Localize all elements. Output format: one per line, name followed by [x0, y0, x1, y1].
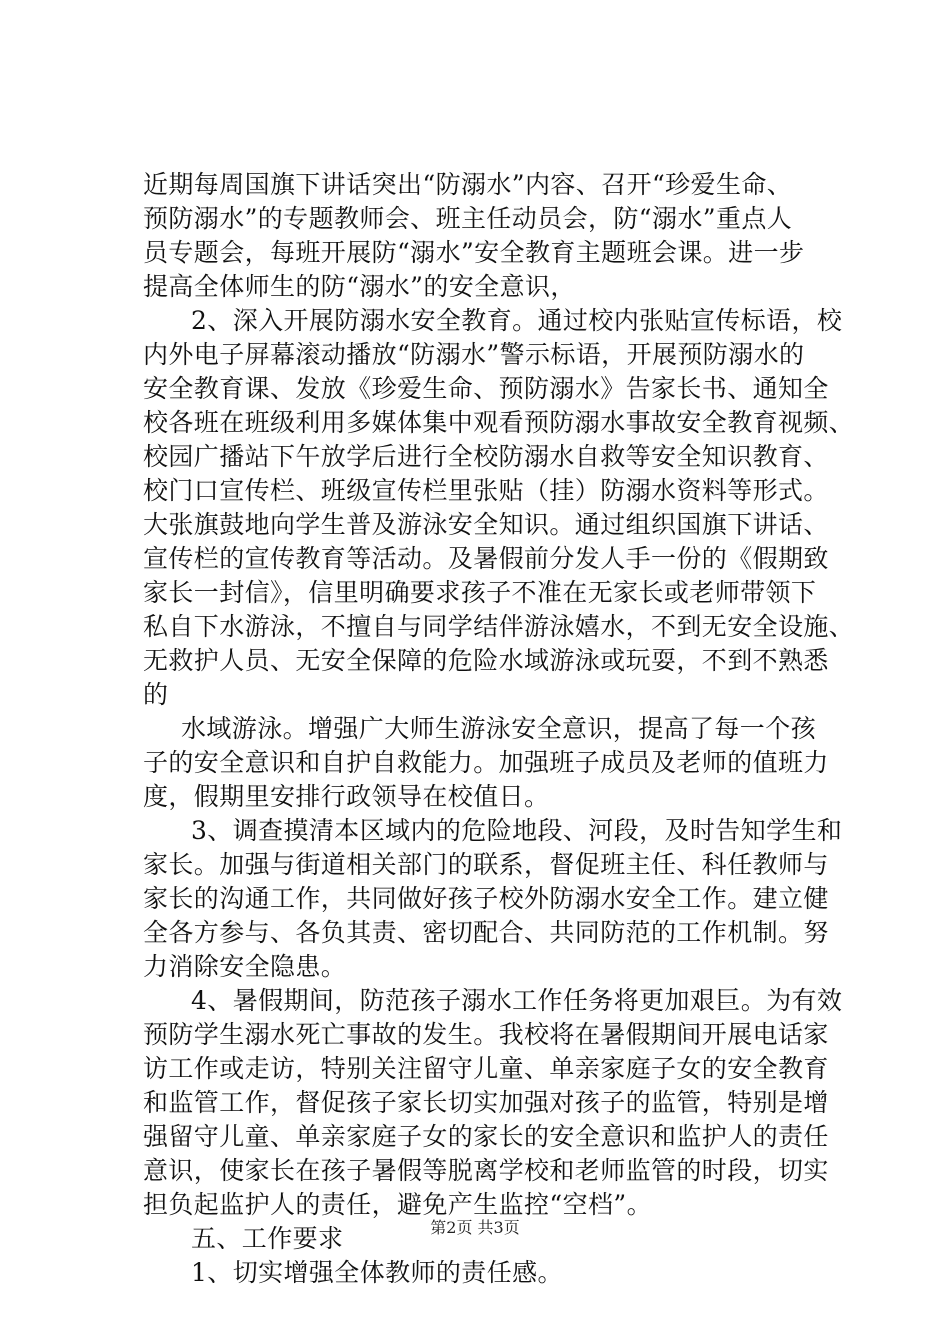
text-line: 员专题会，每班开展防“溺水”安全教育主题班会课。进一步 [143, 238, 805, 267]
text-line: 安全教育课、发放《珍爱生命、预防溺水》告家长书、通知全 [143, 374, 829, 403]
text-line: 意识，使家长在孩子暑假等脱离学校和老师监管的时段，切实 [143, 1156, 829, 1185]
text-line: 提高全体师生的防“溺水”的安全意识， [143, 272, 576, 301]
page-number-footer: 第2页 共3页 [430, 1218, 520, 1237]
document-body [143, 168, 855, 1290]
text-line: 宣传栏的宣传教育等活动。及暑假前分发人手一份的《假期致 [143, 544, 829, 573]
text-line: 的 [143, 680, 169, 709]
text-line: 校门口宣传栏、班级宣传栏里张贴（挂）防溺水资料等形式。 [143, 476, 829, 505]
text-line: 内外电子屏幕滚动播放“防溺水”警示标语，开展预防溺水的 [143, 340, 805, 369]
text-line: 校园广播站下午放学后进行全校防溺水自救等安全知识教育、 [143, 442, 829, 471]
paragraph-start-line: 1、切实增强全体教师的责任感。 [191, 1258, 563, 1287]
text-line: 私自下水游泳，不擅自与同学结伴游泳嬉水，不到无安全设施、 [143, 612, 855, 641]
paragraph-start-line: 水域游泳。增强广大师生游泳安全意识，提高了每一个孩 [181, 714, 817, 743]
text-line: 全各方参与、各负其责、密切配合、共同防范的工作机制。努 [143, 918, 829, 947]
text-line: 访工作或走访，特别关注留守儿童、单亲家庭子女的安全教育 [143, 1054, 829, 1083]
text-line: 近期每周国旗下讲话突出“防溺水”内容、召开“珍爱生命、 [143, 170, 793, 199]
text-line: 家长一封信》，信里明确要求孩子不准在无家长或老师带领下 [143, 578, 817, 607]
paragraph-start-line: 3、调查摸清本区域内的危险地段、河段，及时告知学生和 [191, 816, 843, 845]
text-line: 和监管工作，督促孩子家长切实加强对孩子的监管，特别是增 [143, 1088, 829, 1117]
text-line: 度，假期里安排行政领导在校值日。 [143, 782, 550, 811]
text-line: 家长的沟通工作，共同做好孩子校外防溺水安全工作。建立健 [143, 884, 829, 913]
text-line: 无救护人员、无安全保障的危险水域游泳或玩耍，不到不熟悉 [143, 646, 829, 675]
paragraph-start-line: 2、深入开展防溺水安全教育。通过校内张贴宣传标语，校 [191, 306, 843, 335]
section-heading: 五、工作要求 [191, 1224, 344, 1253]
text-line: 预防溺水”的专题教师会、班主任动员会，防“溺水”重点人 [143, 204, 793, 233]
text-line: 力消除安全隐患。 [143, 952, 347, 981]
text-line: 强留守儿童、单亲家庭子女的家长的安全意识和监护人的责任 [143, 1122, 829, 1151]
text-line: 预防学生溺水死亡事故的发生。我校将在暑假期间开展电话家 [143, 1020, 829, 1049]
text-line: 子的安全意识和自护自救能力。加强班子成员及老师的值班力 [143, 748, 829, 777]
text-line: 大张旗鼓地向学生普及游泳安全知识。通过组织国旗下讲话、 [143, 510, 829, 539]
text-line: 担负起监护人的责任，避免产生监控“空档”。 [143, 1190, 652, 1219]
text-line: 校各班在班级利用多媒体集中观看预防溺水事故安全教育视频、 [143, 408, 855, 437]
paragraph-start-line: 4、暑假期间，防范孩子溺水工作任务将更加艰巨。为有效 [191, 986, 843, 1015]
text-line: 家长。加强与街道相关部门的联系，督促班主任、科任教师与 [143, 850, 829, 879]
